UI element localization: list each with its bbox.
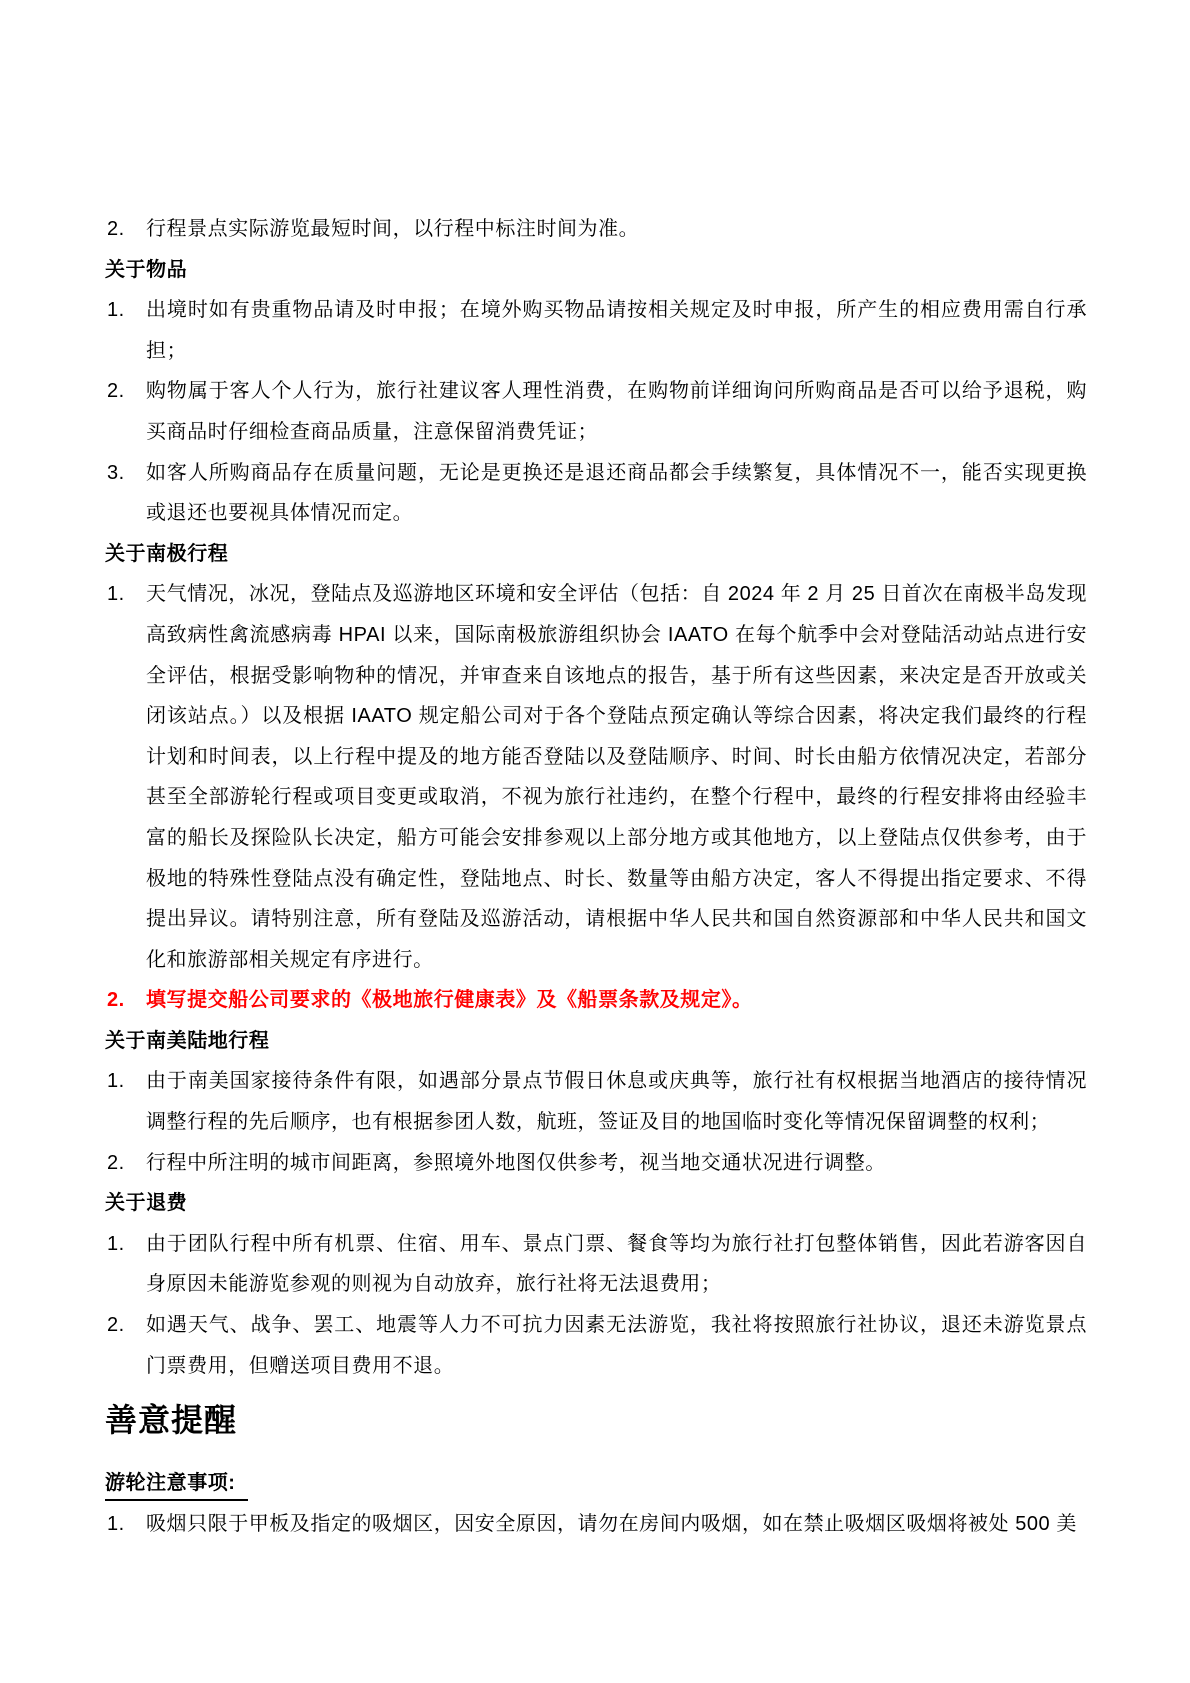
list-item [105,371,1087,452]
list-item-text: 天气情况，冰况，登陆点及巡游地区环境和安全评估（包括：自 2024 年 2 月 25 日首次在南极半岛发现高致病性禽流感病毒 HPAI 以来，国际南极旅游组织协会 IAATO 在每个航季中会对登陆活动站点进行安全评估，根据受影响物种的情况，并审查来自该地点的报告，基于所有这些因素，来决定是否开放或关闭该站点。）以及根据 IAATO 规定船公司对于各个登陆点预定确认等综合因素，将决定我们最终的行程计划和时间表，以上行程中提及的地方能否登陆以及登陆顺序、时间、时长由船方依情况决定，若部分甚至全部游轮行程或项目变更或取消，不视为旅行社违约，在整个行程中，最终的行程安排将由经验丰富的船长及探险队长决定，船方可能会安排参观以上部分地方或其他地方，以上登陆点仅供参考，由于极地的特殊性登陆点没有确定性，登陆地点、时长、数量等由船方决定，客人不得提出指定要求、不得提出异议。请特别注意，所有登陆及巡游活动，请根据中华人民共和国自然资源部和中华人民共和国文化和旅游部相关规定有序进行。 [146,583,1087,971]
list-item [105,1504,1087,1545]
subsection-heading-cruise-notes: 游轮注意事项: [105,1468,248,1501]
list-item-number: 2. [107,989,125,1012]
list-item-text: 如客人所购商品存在质量问题，无论是更换还是退还商品都会手续繁复，具体情况不一，能否实现更换或退还也要视具体情况而定。 [146,461,1087,525]
document-content [105,209,1087,1544]
list-item [105,453,1087,534]
list-item [105,1143,1087,1184]
page-title-friendly-reminder: 善意提醒 [105,1402,238,1439]
list-item-text: 由于南美国家接待条件有限，如遇部分景点节假日休息或庆典等，旅行社有权根据当地酒店的接待情况调整行程的先后顺序，也有根据参团人数，航班，签证及目的地国临时变化等情况保留调整的权利； [146,1070,1087,1134]
list-item-number: 1. [107,1070,125,1093]
section-heading-south-america: 关于南美陆地行程 [105,1029,270,1052]
list-item-number: 3. [107,461,125,484]
list-item-number: 2. [107,1314,125,1337]
list-item-number: 2. [107,218,125,240]
list-item-highlighted [105,980,1087,1021]
list-item-text: 如遇天气、战争、罢工、地震等人力不可抗力因素无法游览，我社将按照旅行社协议，退还未游览景点门票费用，但赠送项目费用不退。 [146,1314,1087,1377]
list-item-number: 1. [107,299,125,322]
list-item-text: 购物属于客人个人行为，旅行社建议客人理性消费，在购物前详细询问所购商品是否可以给予退税，购买商品时仔细检查商品质量，注意保留消费凭证； [146,380,1087,443]
section-heading-refund: 关于退费 [105,1192,188,1215]
list-item-number: 1. [107,1512,125,1535]
list-item-text: 出境时如有贵重物品请及时申报；在境外购买物品请按相关规定及时申报，所产生的相应费用需自行承担； [146,299,1087,362]
section-heading-antarctic: 关于南极行程 [105,542,229,565]
list-item [105,574,1087,980]
list-item-number: 1. [107,1232,125,1255]
list-item-number: 2. [107,380,125,403]
list-item-text: 填写提交船公司要求的《极地旅行健康表》及《船票条款及规定》。 [146,989,753,1012]
list-item-text: 吸烟只限于甲板及指定的吸烟区，因安全原因，请勿在房间内吸烟，如在禁止吸烟区吸烟将被处 500 美 [146,1512,1077,1535]
subsection-heading-row [105,1463,1087,1504]
list-item [105,290,1087,371]
section-heading-items: 关于物品 [105,258,188,281]
list-item-text: 行程景点实际游览最短时间，以行程中标注时间为准。 [146,218,640,240]
list-item [105,1224,1087,1305]
list-item [105,1061,1087,1142]
list-item-text: 行程中所注明的城市间距离，参照境外地图仅供参考，视当地交通状况进行调整。 [146,1151,886,1174]
list-item [105,1305,1087,1386]
list-item [105,209,1087,250]
list-item-text: 由于团队行程中所有机票、住宿、用车、景点门票、餐食等均为旅行社打包整体销售，因此若游客因自身原因未能游览参观的则视为自动放弃，旅行社将无法退费用； [146,1232,1087,1296]
list-item-number: 1. [107,583,125,606]
list-item-number: 2. [107,1151,125,1174]
